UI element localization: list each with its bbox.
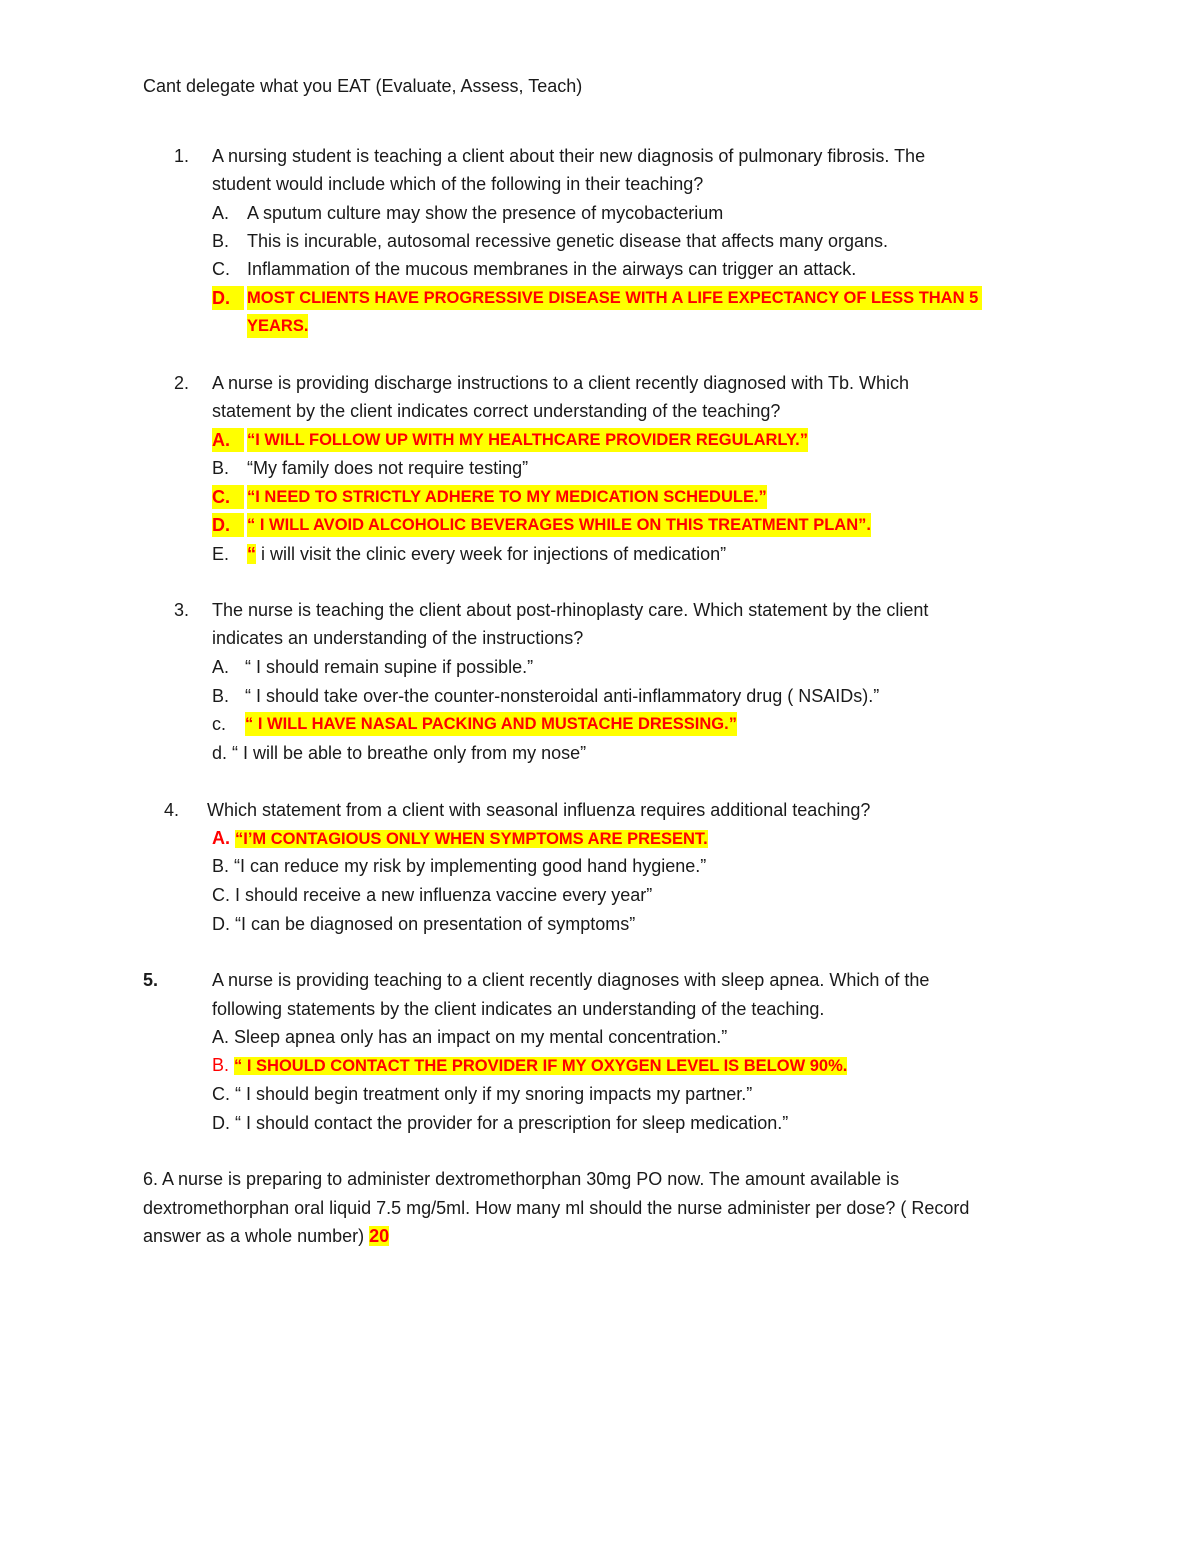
q2-option-e	[247, 542, 726, 566]
q2-option-b-letter: B.	[212, 458, 230, 478]
q4-option-a	[212, 826, 708, 850]
q6-stem-line3-text: answer as a whole number)	[143, 1226, 365, 1246]
q3-option-b: “ I should take over-the counter-nonsteroidal anti-inflammatory drug ( NSAIDs).”	[245, 686, 880, 706]
q4-option-c: C. I should receive a new influenza vaccine every year”	[212, 885, 653, 905]
q5-option-d: D. “ I should contact the provider for a prescription for sleep medication.”	[212, 1113, 789, 1133]
q2-option-c-letter: C.	[212, 485, 244, 509]
q2-option-d: “ I WILL AVOID ALCOHOLIC BEVERAGES WHILE ON THIS TREATMENT PLAN”.	[247, 513, 871, 537]
q1-option-d-letter: D.	[212, 286, 244, 310]
q6-stem-line1: 6. A nurse is preparing to administer dextromethorphan 30mg PO now. The amount available is	[143, 1169, 900, 1189]
q1-option-c-letter: C.	[212, 259, 230, 279]
q3-option-c-letter: c.	[212, 714, 227, 734]
q3-option-a-letter: A.	[212, 657, 230, 677]
q2-option-c: “I NEED TO STRICTLY ADHERE TO MY MEDICATION SCHEDULE.”	[247, 485, 767, 509]
q5-option-c: C. “ I should begin treatment only if my snoring impacts my partner.”	[212, 1084, 753, 1104]
q1-option-d-line1: MOST CLIENTS HAVE PROGRESSIVE DISEASE WITH A LIFE EXPECTANCY OF LESS THAN 5	[247, 286, 982, 310]
q4-number: 4.	[164, 800, 180, 820]
q1-option-b: This is incurable, autosomal recessive genetic disease that affects many organs.	[247, 231, 888, 251]
q5-option-b	[212, 1053, 847, 1077]
q5-option-a: A. Sleep apnea only has an impact on my mental concentration.”	[212, 1027, 728, 1047]
q5-stem-line2: following statements by the client indicates an understanding of the teaching.	[212, 999, 825, 1019]
q4-option-a-letter: A.	[212, 828, 230, 848]
q2-option-b: “My family does not require testing”	[247, 458, 529, 478]
q5-option-b-letter: B.	[212, 1055, 230, 1075]
q2-option-e-text: i will visit the clinic every week for injections of medication”	[256, 544, 727, 564]
document-title: Cant delegate what you EAT (Evaluate, Assess, Teach)	[143, 76, 583, 96]
q3-option-a: “ I should remain supine if possible.”	[245, 657, 534, 677]
q3-option-c: “ I WILL HAVE NASAL PACKING AND MUSTACHE DRESSING.”	[245, 712, 737, 736]
q2-option-e-letter: E.	[212, 544, 230, 564]
q1-option-a: A sputum culture may show the presence of mycobacterium	[247, 203, 724, 223]
q1-stem-line2: student would include which of the following in their teaching?	[212, 174, 704, 194]
q1-option-c: Inflammation of the mucous membranes in the airways can trigger an attack.	[247, 259, 857, 279]
q5-option-b-text: “ I SHOULD CONTACT THE PROVIDER IF MY OXYGEN LEVEL IS BELOW 90%.	[234, 1057, 848, 1075]
q3-option-d: d. “ I will be able to breathe only from my nose”	[212, 743, 587, 763]
q2-stem-line1: A nurse is providing discharge instructions to a client recently diagnosed with Tb. Which	[212, 373, 910, 393]
q1-option-b-letter: B.	[212, 231, 230, 251]
q1-option-d-line2: YEARS.	[247, 314, 308, 338]
q1-option-a-letter: A.	[212, 203, 230, 223]
q2-option-e-quote: “	[247, 544, 256, 564]
q3-number: 3.	[174, 600, 190, 620]
q5-number: 5.	[143, 970, 159, 990]
q2-option-d-letter: D.	[212, 513, 244, 537]
q1-stem-line1: A nursing student is teaching a client about their new diagnosis of pulmonary fibrosis. The	[212, 146, 926, 166]
q1-number: 1.	[174, 146, 190, 166]
q6-stem-line3	[143, 1224, 389, 1248]
q5-stem-line1: A nurse is providing teaching to a client recently diagnoses with sleep apnea. Which of the	[212, 970, 930, 990]
q3-stem-line2: indicates an understanding of the instructions?	[212, 628, 584, 648]
q3-stem-line1: The nurse is teaching the client about post-rhinoplasty care. Which statement by the client	[212, 600, 929, 620]
q2-option-a-letter: A.	[212, 428, 244, 452]
q4-option-b: B. “I can reduce my risk by implementing good hand hygiene.”	[212, 856, 707, 876]
q3-option-b-letter: B.	[212, 686, 230, 706]
q2-number: 2.	[174, 373, 190, 393]
q4-option-a-text: “I’M CONTAGIOUS ONLY WHEN SYMPTOMS ARE PRESENT.	[235, 830, 708, 848]
q4-stem-line1: Which statement from a client with seasonal influenza requires additional teaching?	[207, 800, 871, 820]
q6-answer: 20	[369, 1226, 390, 1246]
q2-stem-line2: statement by the client indicates correct understanding of the teaching?	[212, 401, 781, 421]
q2-option-a: “I WILL FOLLOW UP WITH MY HEALTHCARE PROVIDER REGULARLY.”	[247, 428, 808, 452]
q4-option-d: D. “I can be diagnosed on presentation of symptoms”	[212, 914, 636, 934]
q6-stem-line2: dextromethorphan oral liquid 7.5 mg/5ml. How many ml should the nurse administer per dose? ( Record	[143, 1198, 970, 1218]
